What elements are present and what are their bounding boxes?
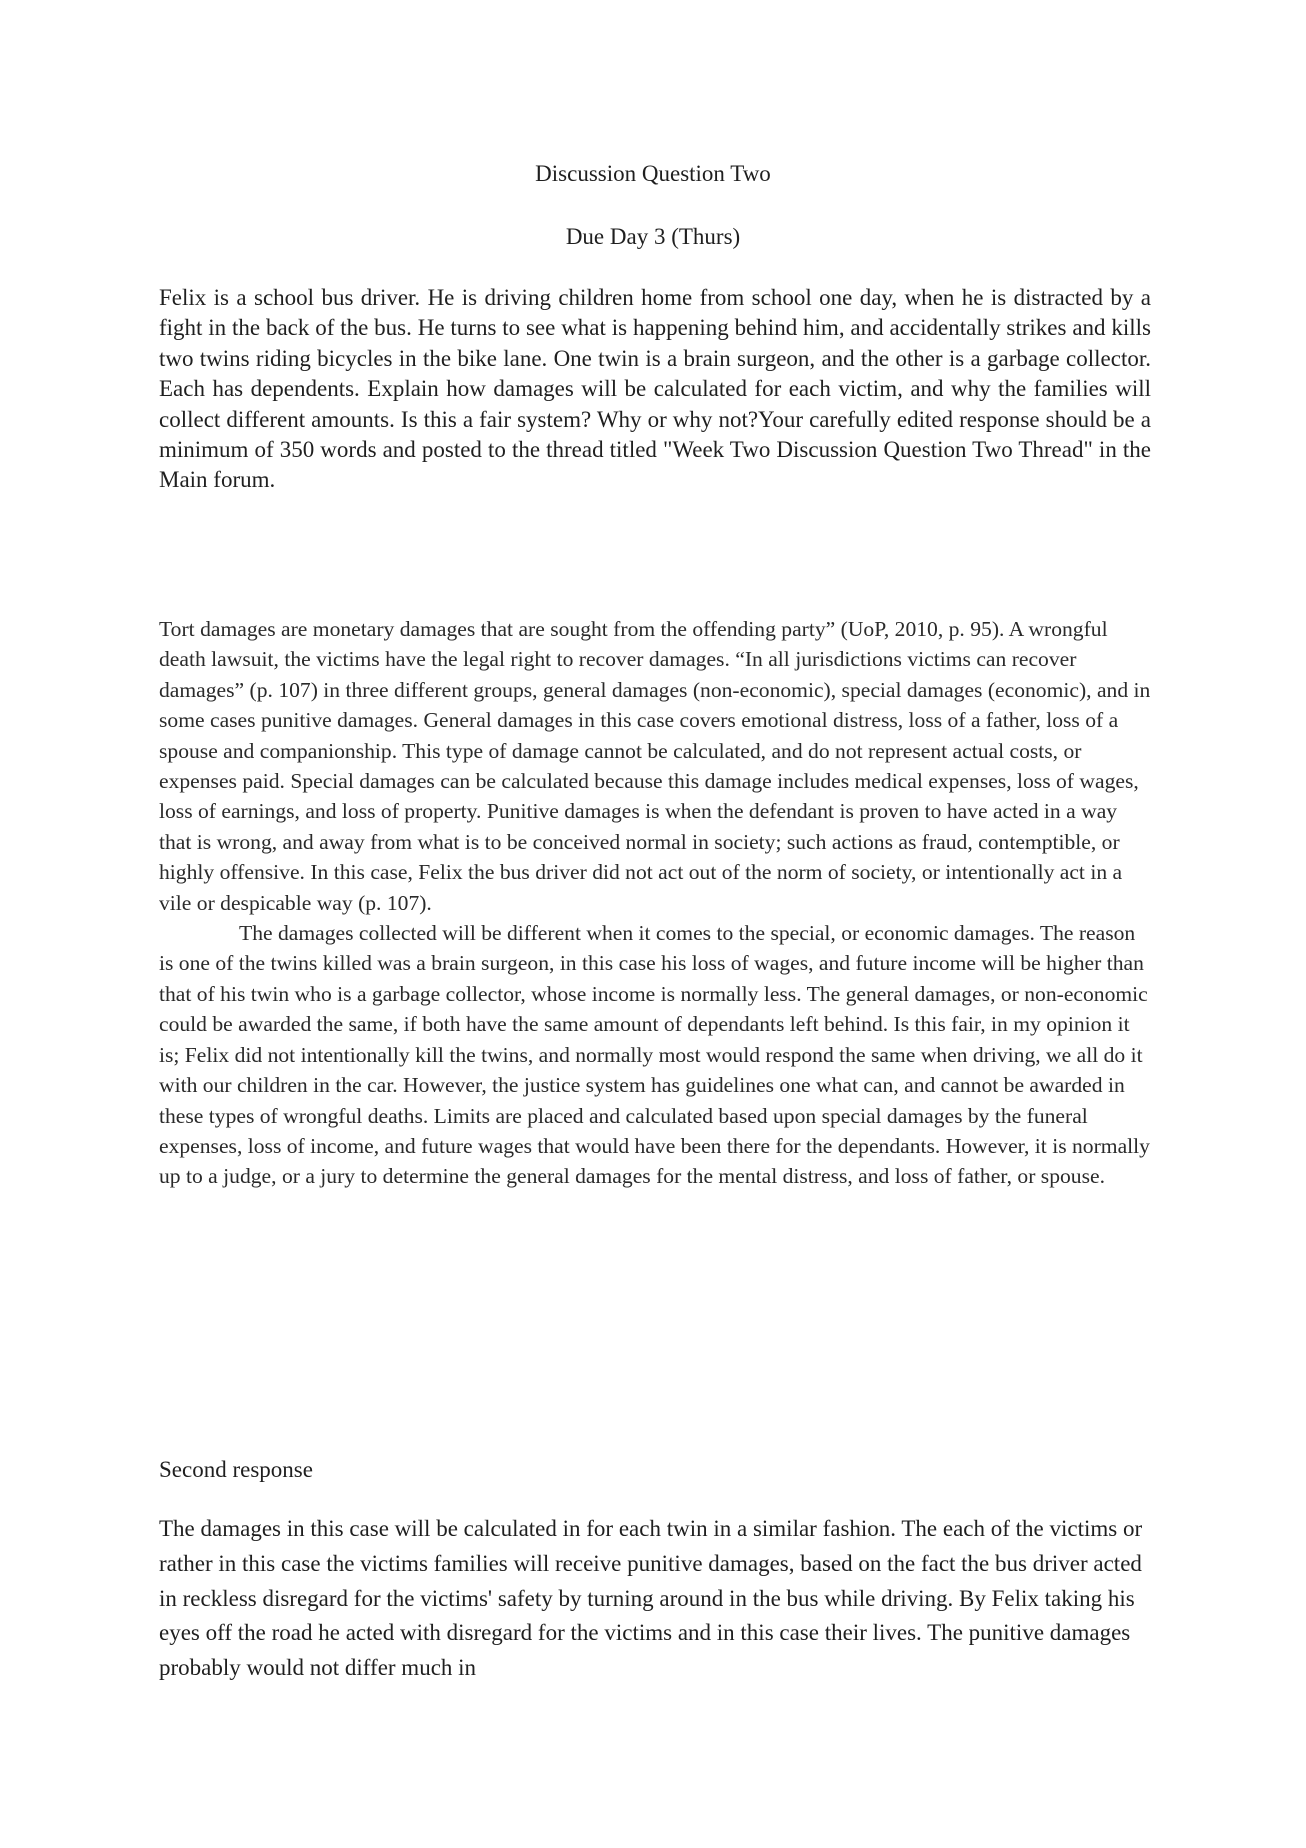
second-response-body: The damages in this case will be calculated in for each twin in a similar fashion. The each of the victims or rather in this case the victims families will receive punitive damages, based on the fact the bus driver acted in reckless disregard for the victims' safety by turning around in the bus while driving. By Felix taking his eyes off the road he acted with disregard for the victims and in this case their lives. The punitive damages probably would not differ much in bbox=[159, 1516, 1143, 1681]
discussion-question: Felix is a school bus driver. He is driving children home from school one day, when he is distracted by a fight in the back of the bus. He turns to see what is happening behind him, and accidentally strikes and kills two twins riding bicycles in the bike lane. One twin is a brain surgeon, and the other is a garbage collector. Each has dependents. Explain how damages will be calculated for each victim, and why the families will collect different amounts. Is this a fair system? Why or why not?Your carefully edited response should be a minimum of 350 words and posted to the thread titled "Week Two Discussion Question Two Thread" in the Main forum. bbox=[159, 285, 1151, 493]
document-title: Discussion Question Two bbox=[535, 161, 771, 186]
first-response-paragraph-1: Tort damages are monetary damages that are sought from the offending party” (UoP, 2010, p. 95). A wrongful death lawsuit, the victims have the legal right to recover damages. “In all jurisdictions victims can recover damages” (p. 107) in three different groups, general damages (non-economic), special damages (economic), and in some cases punitive damages. General damages in this case covers emotional distress, loss of a father, loss of a spouse and companionship. This type of damage cannot be calculated, and do not represent actual costs, or expenses paid. Special damages can be calculated because this damage includes medical expenses, loss of wages, loss of earnings, and loss of property. Punitive damages is when the defendant is proven to have acted in a way that is wrong, and away from what is to be conceived normal in society; such actions as fraud, contemptible, or highly offensive. In this case, Felix the bus driver did not act out of the norm of society, or intentionally act in a vile or despicable way (p. 107). bbox=[159, 617, 1151, 915]
due-date: Due Day 3 (Thurs) bbox=[565, 224, 741, 249]
first-response-paragraph-2: The damages collected will be different when it comes to the special, or economic damages. The reason is one of the twins killed was a brain surgeon, in this case his loss of wages, and future income will be higher than that of his twin who is a garbage collector, whose income is normally less. The general damages, or non-economic could be awarded the same, if both have the same amount of dependants left behind. Is this fair, in my opinion it is; Felix did not intentionally kill the twins, and normally most would respond the same when driving, we all do it with our children in the car. However, the justice system has guidelines one what can, and cannot be awarded in these types of wrongful deaths. Limits are placed and calculated based upon special damages by the funeral expenses, loss of income, and future wages that would have been there for the dependants. However, it is normally up to a judge, or a jury to determine the general damages for the mental distress, and loss of father, or spouse. bbox=[159, 921, 1150, 1189]
first-response bbox=[159, 614, 1153, 1192]
second-response-heading: Second response bbox=[159, 1457, 313, 1482]
